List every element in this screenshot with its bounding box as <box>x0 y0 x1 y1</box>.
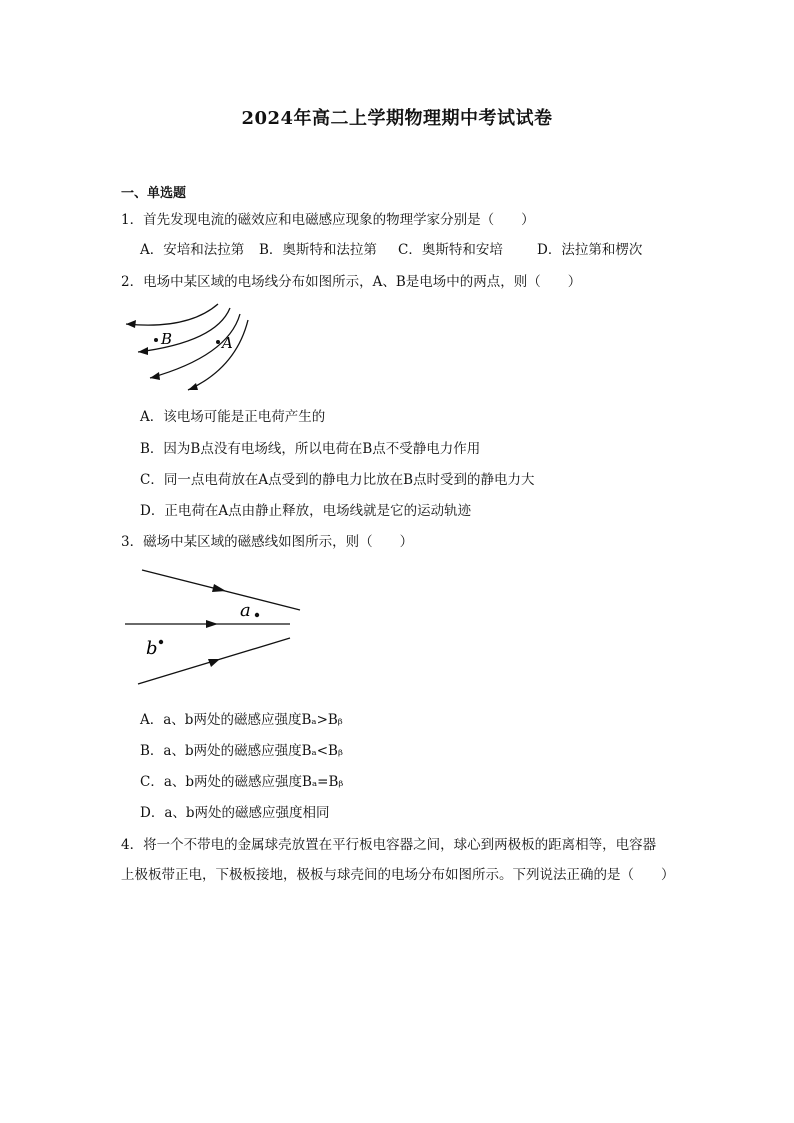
q1-option-b: B．奥斯特和法拉第 <box>259 242 377 258</box>
point-a-label: a <box>240 600 251 621</box>
q4-stem-line-2: 上极板带正电，下极板接地，极板与球壳间的电场分布如图所示。下列说法正确的是（ ） <box>121 867 675 883</box>
q2-option-a: A．该电场可能是正电荷产生的 <box>140 409 326 425</box>
point-b-label: b <box>146 638 158 659</box>
q3-option-a: A．a、b两处的磁感应强度Bₐ>Bᵦ <box>140 712 343 728</box>
point-a-dot <box>255 613 259 617</box>
point-b-dot <box>154 338 158 342</box>
q2-option-c: C．同一点电荷放在A点受到的静电力比放在B点时受到的静电力大 <box>140 472 535 488</box>
q1-option-a: A．安培和法拉第 <box>140 242 245 258</box>
point-b-dot <box>159 640 163 644</box>
point-b-label: B <box>161 330 173 348</box>
q3-stem: 3．磁场中某区域的磁感线如图所示，则（ ） <box>121 534 414 550</box>
section-heading: 一、单选题 <box>121 186 187 201</box>
point-a-label: A <box>222 334 233 352</box>
electric-field-diagram <box>118 300 258 398</box>
q2-stem: 2．电场中某区域的电场线分布如图所示，A、B是电场中的两点，则（ ） <box>121 274 582 290</box>
q4-stem-line-1: 4．将一个不带电的金属球壳放置在平行板电容器之间，球心到两极板的距离相等，电容器 <box>121 837 657 853</box>
magnetic-field-diagram <box>120 562 305 690</box>
q2-option-b: B．因为B点没有电场线，所以电荷在B点不受静电力作用 <box>140 441 481 457</box>
q2-option-d: D．正电荷在A点由静止释放，电场线就是它的运动轨迹 <box>140 503 472 519</box>
point-a-dot <box>216 340 220 344</box>
q3-option-b: B．a、b两处的磁感应强度Bₐ<Bᵦ <box>140 743 343 759</box>
q3-option-c: C．a、b两处的磁感应强度Bₐ=Bᵦ <box>140 774 344 790</box>
q1-option-c: C．奥斯特和安培 <box>398 242 503 258</box>
q1-option-d: D．法拉第和楞次 <box>537 242 643 258</box>
q1-stem: 1．首先发现电流的磁效应和电磁感应现象的物理学家分别是（ ） <box>121 212 535 228</box>
page-title: 2024年高二上学期物理期中考试试卷 <box>241 108 553 129</box>
q3-option-d: D．a、b两处的磁感应强度相同 <box>140 805 330 821</box>
